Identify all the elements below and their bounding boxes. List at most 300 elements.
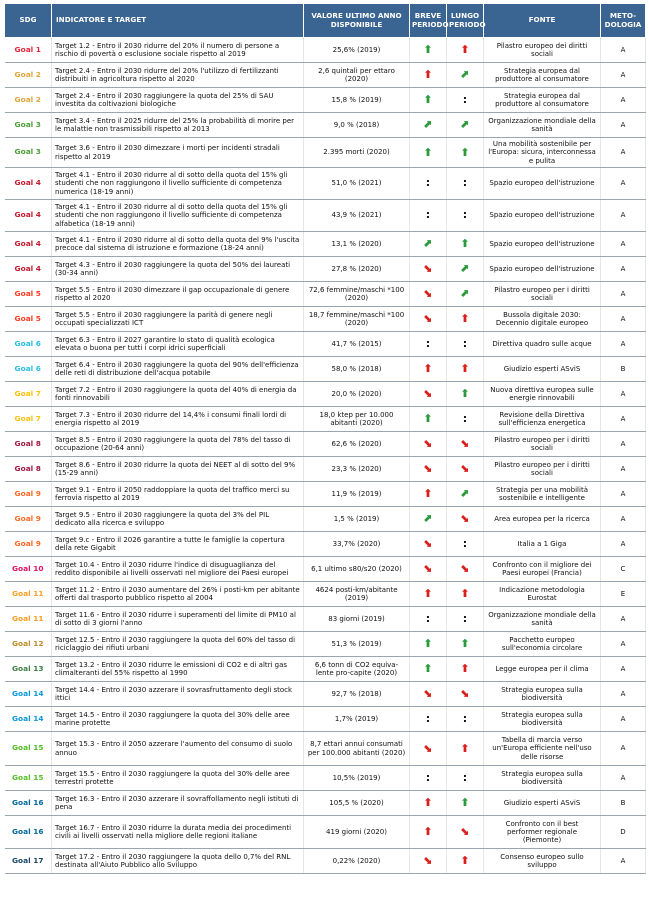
value-text: 23,3 % (2020) xyxy=(304,457,410,482)
source-text: Strategia europea sulla biodiversità xyxy=(484,707,601,732)
method-code: A xyxy=(601,657,646,682)
short-term-trend xyxy=(410,200,447,232)
arrow-up-right-icon: ⬆ xyxy=(420,117,436,133)
arrow-down-right-icon: ⬆ xyxy=(420,536,436,552)
arrow-down-right-icon: ⬆ xyxy=(457,436,473,452)
arrow-down-icon: ⬆ xyxy=(460,741,470,755)
no-change-icon: : xyxy=(425,336,431,350)
target-text: Target 6.3 - Entro il 2027 garantire lo stato di qualità ecologica elevata o buona per tutti i corpi idrici superficiali xyxy=(52,332,304,357)
long-term-trend xyxy=(447,432,484,457)
short-term-trend xyxy=(410,282,447,307)
value-text: 41,7 % (2015) xyxy=(304,332,410,357)
no-change-icon: : xyxy=(425,208,431,222)
no-change-icon: : xyxy=(462,176,468,190)
goal-label: Goal 16 xyxy=(5,816,52,849)
short-term-trend xyxy=(410,482,447,507)
long-term-trend xyxy=(447,607,484,632)
value-text: 72,6 femmine/maschi *100 (2020) xyxy=(304,282,410,307)
short-term-trend xyxy=(410,63,447,88)
method-code: C xyxy=(601,557,646,582)
short-term-trend xyxy=(410,113,447,138)
value-text: 51,3 % (2019) xyxy=(304,632,410,657)
goal-label: Goal 2 xyxy=(5,63,52,88)
col-header-method: METO-DOLOGIA xyxy=(601,4,646,38)
long-term-trend xyxy=(447,382,484,407)
arrow-down-icon: ⬆ xyxy=(423,68,433,82)
method-code: A xyxy=(601,507,646,532)
long-term-trend xyxy=(447,232,484,257)
col-header-value: VALORE ULTIMO ANNO DISPONIBILE xyxy=(304,4,410,38)
goal-label: Goal 6 xyxy=(5,332,52,357)
method-code: A xyxy=(601,88,646,113)
long-term-trend xyxy=(447,791,484,816)
value-text: 11,9 % (2019) xyxy=(304,482,410,507)
method-code: A xyxy=(601,632,646,657)
arrow-down-right-icon: ⬆ xyxy=(457,561,473,577)
arrow-up-icon: ⬆ xyxy=(423,145,433,159)
method-code: A xyxy=(601,257,646,282)
value-text: 419 giorni (2020) xyxy=(304,816,410,849)
method-code: A xyxy=(601,113,646,138)
goal-label: Goal 4 xyxy=(5,200,52,232)
value-text: 51,0 % (2021) xyxy=(304,168,410,200)
value-text: 20,0 % (2020) xyxy=(304,382,410,407)
arrow-down-icon: ⬆ xyxy=(423,487,433,501)
arrow-down-icon: ⬆ xyxy=(460,312,470,326)
source-text: Strategia europea sulla biodiversità xyxy=(484,766,601,791)
short-term-trend xyxy=(410,357,447,382)
short-term-trend xyxy=(410,816,447,849)
no-change-icon: : xyxy=(425,176,431,190)
goal-label: Goal 3 xyxy=(5,138,52,168)
target-text: Target 8.6 - Entro il 2030 ridurre la quota dei NEET al di sotto del 9% (15-29 anni) xyxy=(52,457,304,482)
long-term-trend xyxy=(447,63,484,88)
value-text: 15,8 % (2019) xyxy=(304,88,410,113)
goal-label: Goal 12 xyxy=(5,632,52,657)
goal-label: Goal 9 xyxy=(5,482,52,507)
long-term-trend xyxy=(447,507,484,532)
short-term-trend xyxy=(410,632,447,657)
long-term-trend xyxy=(447,38,484,63)
table-row xyxy=(5,88,646,113)
target-text: Target 4.1 - Entro il 2030 ridurre al di sotto della quota del 15% gli studenti che non raggiungono il livello sufficiente di competenza alfabetica (18-19 anni) xyxy=(52,200,304,232)
value-text: 33,7% (2020) xyxy=(304,532,410,557)
arrow-down-icon: ⬆ xyxy=(460,662,470,676)
long-term-trend xyxy=(447,168,484,200)
target-text: Target 1.2 - Entro il 2030 ridurre del 20% il numero di persone a rischio di povertà o esclusione sociale rispetto al 2019 xyxy=(52,38,304,63)
arrow-up-icon: ⬆ xyxy=(460,387,470,401)
arrow-down-icon: ⬆ xyxy=(423,587,433,601)
source-text: Organizzazione mondiale della sanità xyxy=(484,607,601,632)
target-text: Target 11.2 - Entro il 2030 aumentare del 26% i posti-km per abitante offerti dal trasporto pubblico rispetto al 2004 xyxy=(52,582,304,607)
value-text: 83 giorni (2019) xyxy=(304,607,410,632)
long-term-trend xyxy=(447,682,484,707)
table-row xyxy=(5,732,646,766)
table-row xyxy=(5,507,646,532)
arrow-down-icon: ⬆ xyxy=(460,43,470,57)
value-text: 18,0 ktep per 10.000 abitanti (2020) xyxy=(304,407,410,432)
short-term-trend xyxy=(410,766,447,791)
method-code: A xyxy=(601,482,646,507)
arrow-down-icon: ⬆ xyxy=(460,854,470,868)
goal-label: Goal 14 xyxy=(5,682,52,707)
table-row xyxy=(5,407,646,432)
arrow-down-right-icon: ⬆ xyxy=(420,740,436,757)
long-term-trend xyxy=(447,657,484,682)
short-term-trend xyxy=(410,382,447,407)
arrow-down-icon: ⬆ xyxy=(460,587,470,601)
source-text: Legge europea per il clima xyxy=(484,657,601,682)
goal-label: Goal 9 xyxy=(5,532,52,557)
long-term-trend xyxy=(447,257,484,282)
short-term-trend xyxy=(410,138,447,168)
value-text: 13,1 % (2020) xyxy=(304,232,410,257)
goal-label: Goal 16 xyxy=(5,791,52,816)
source-text: Giudizio esperti ASviS xyxy=(484,357,601,382)
source-text: Strategia europea dal produttore al consumatore xyxy=(484,88,601,113)
method-code: A xyxy=(601,457,646,482)
method-code: A xyxy=(601,168,646,200)
target-text: Target 3.6 - Entro il 2030 dimezzare i morti per incidenti stradali rispetto al 2019 xyxy=(52,138,304,168)
arrow-down-icon: ⬆ xyxy=(423,362,433,376)
long-term-trend xyxy=(447,557,484,582)
table-body xyxy=(5,38,646,874)
arrow-down-right-icon: ⬆ xyxy=(420,686,436,702)
long-term-trend xyxy=(447,357,484,382)
goal-label: Goal 2 xyxy=(5,88,52,113)
value-text: 0,22% (2020) xyxy=(304,849,410,874)
short-term-trend xyxy=(410,707,447,732)
method-code: A xyxy=(601,682,646,707)
value-text: 1,5 % (2019) xyxy=(304,507,410,532)
source-text: Pilastro europeo per i diritti sociali xyxy=(484,432,601,457)
source-text: Pilastro europeo dei diritti sociali xyxy=(484,38,601,63)
short-term-trend xyxy=(410,432,447,457)
source-text: Spazio europeo dell'istruzione xyxy=(484,200,601,232)
target-text: Target 3.4 - Entro il 2025 ridurre del 25% la probabilità di morire per le malattie non trasmissibili rispetto al 2013 xyxy=(52,113,304,138)
short-term-trend xyxy=(410,732,447,766)
long-term-trend xyxy=(447,200,484,232)
arrow-up-icon: ⬆ xyxy=(423,93,433,107)
method-code: A xyxy=(601,63,646,88)
table-row xyxy=(5,63,646,88)
arrow-down-right-icon: ⬆ xyxy=(420,286,436,302)
table-row xyxy=(5,632,646,657)
arrow-up-right-icon: ⬆ xyxy=(457,67,473,83)
method-code: A xyxy=(601,407,646,432)
method-code: E xyxy=(601,582,646,607)
target-text: Target 15.5 - Entro il 2030 raggiungere la quota del 30% delle aree terrestri protette xyxy=(52,766,304,791)
source-text: Confronto con il best performer regionale (Piemonte) xyxy=(484,816,601,849)
arrow-down-right-icon: ⬆ xyxy=(420,853,436,869)
table-row xyxy=(5,113,646,138)
arrow-down-icon: ⬆ xyxy=(423,796,433,810)
arrow-up-icon: ⬆ xyxy=(423,43,433,57)
target-text: Target 16.7 - Entro il 2030 ridurre la durata media dei procedimenti civili ai livelli osservati nella migliore delle regioni italiane xyxy=(52,816,304,849)
value-text: 6,1 ultimo s80/s20 (2020) xyxy=(304,557,410,582)
short-term-trend xyxy=(410,582,447,607)
source-text: Tabella di marcia verso un'Europa efficiente nell'uso delle risorse xyxy=(484,732,601,766)
table-row xyxy=(5,816,646,849)
target-text: Target 9.1 - Entro il 2050 raddoppiare la quota del traffico merci su ferrovia rispetto al 2019 xyxy=(52,482,304,507)
target-text: Target 6.4 - Entro il 2030 raggiungere la quota del 90% dell'efficienza delle reti di distribuzione dell'acqua potabile xyxy=(52,357,304,382)
arrow-up-icon: ⬆ xyxy=(423,637,433,651)
no-change-icon: : xyxy=(462,611,468,625)
source-text: Pilastro europeo per i diritti sociali xyxy=(484,282,601,307)
arrow-down-right-icon: ⬆ xyxy=(420,461,436,477)
arrow-up-icon: ⬆ xyxy=(423,662,433,676)
arrow-down-icon: ⬆ xyxy=(423,825,433,839)
no-change-icon: : xyxy=(425,711,431,725)
long-term-trend xyxy=(447,766,484,791)
short-term-trend xyxy=(410,657,447,682)
table-row xyxy=(5,332,646,357)
goal-label: Goal 10 xyxy=(5,557,52,582)
no-change-icon: : xyxy=(462,411,468,425)
no-change-icon: : xyxy=(462,536,468,550)
goal-label: Goal 6 xyxy=(5,357,52,382)
method-code: A xyxy=(601,849,646,874)
no-change-icon: : xyxy=(425,611,431,625)
source-text: Italia a 1 Giga xyxy=(484,532,601,557)
short-term-trend xyxy=(410,507,447,532)
arrow-up-icon: ⬆ xyxy=(460,796,470,810)
table-row xyxy=(5,200,646,232)
target-text: Target 5.5 - Entro il 2030 dimezzare il gap occupazionale di genere rispetto al 2020 xyxy=(52,282,304,307)
value-text: 58,0 % (2018) xyxy=(304,357,410,382)
source-text: Bussola digitale 2030: Decennio digitale europeo xyxy=(484,307,601,332)
col-header-short: BREVE PERIODO xyxy=(410,4,447,38)
col-header-sdg: SDG xyxy=(5,4,52,38)
no-change-icon: : xyxy=(425,770,431,784)
method-code: A xyxy=(601,307,646,332)
table-row xyxy=(5,257,646,282)
arrow-up-right-icon: ⬆ xyxy=(420,236,436,252)
source-text: Spazio europeo dell'istruzione xyxy=(484,257,601,282)
method-code: A xyxy=(601,138,646,168)
short-term-trend xyxy=(410,607,447,632)
target-text: Target 10.4 - Entro il 2030 ridurre l'indice di disuguaglianza del reddito disponibile ai livelli osservati nel migliore dei Paesi europei xyxy=(52,557,304,582)
method-code: A xyxy=(601,707,646,732)
source-text: Revisione della Direttiva sull'efficienza energetica xyxy=(484,407,601,432)
table-row xyxy=(5,607,646,632)
goal-label: Goal 1 xyxy=(5,38,52,63)
value-text: 25,6% (2019) xyxy=(304,38,410,63)
target-text: Target 12.5 - Entro il 2030 raggiungere la quota del 60% del tasso di riciclaggio dei rifiuti urbani xyxy=(52,632,304,657)
table-row xyxy=(5,657,646,682)
table-row xyxy=(5,791,646,816)
long-term-trend xyxy=(447,113,484,138)
method-code: A xyxy=(601,332,646,357)
goal-label: Goal 8 xyxy=(5,432,52,457)
method-code: A xyxy=(601,607,646,632)
arrow-up-right-icon: ⬆ xyxy=(457,486,473,502)
method-code: B xyxy=(601,357,646,382)
short-term-trend xyxy=(410,332,447,357)
source-text: Pacchetto europeo sull'economia circolare xyxy=(484,632,601,657)
long-term-trend xyxy=(447,732,484,766)
method-code: A xyxy=(601,432,646,457)
method-code: A xyxy=(601,382,646,407)
table-row xyxy=(5,457,646,482)
value-text: 8,7 ettari annui consumati per 100.000 abitanti (2020) xyxy=(304,732,410,766)
method-code: D xyxy=(601,816,646,849)
target-text: Target 2.4 - Entro il 2030 ridurre del 20% l'utilizzo di fertilizzanti distribuiti in agricoltura rispetto al 2020 xyxy=(52,63,304,88)
value-text: 62,6 % (2020) xyxy=(304,432,410,457)
short-term-trend xyxy=(410,457,447,482)
long-term-trend xyxy=(447,849,484,874)
long-term-trend xyxy=(447,582,484,607)
long-term-trend xyxy=(447,816,484,849)
arrow-down-right-icon: ⬆ xyxy=(420,261,436,277)
short-term-trend xyxy=(410,849,447,874)
source-text: Giudizio esperti ASviS xyxy=(484,791,601,816)
target-text: Target 9.c - Entro il 2026 garantire a tutte le famiglie la copertura della rete Gigabit xyxy=(52,532,304,557)
arrow-down-right-icon: ⬆ xyxy=(420,561,436,577)
short-term-trend xyxy=(410,38,447,63)
arrow-up-icon: ⬆ xyxy=(460,637,470,651)
col-header-indicator: INDICATORE E TARGET xyxy=(52,4,304,38)
long-term-trend xyxy=(447,532,484,557)
goal-label: Goal 5 xyxy=(5,282,52,307)
long-term-trend xyxy=(447,138,484,168)
short-term-trend xyxy=(410,532,447,557)
arrow-up-icon: ⬆ xyxy=(460,237,470,251)
no-change-icon: : xyxy=(462,92,468,106)
long-term-trend xyxy=(447,632,484,657)
target-text: Target 4.1 - Entro il 2030 ridurre al di sotto della quota del 15% gli studenti che non raggiungono il livello sufficiente di competenza numerica (18-19 anni) xyxy=(52,168,304,200)
source-text: Pilastro europeo per i diritti sociali xyxy=(484,457,601,482)
method-code: A xyxy=(601,232,646,257)
table-row xyxy=(5,849,646,874)
table-row xyxy=(5,766,646,791)
value-text: 1,7% (2019) xyxy=(304,707,410,732)
target-text: Target 4.1 - Entro il 2030 ridurre al di sotto della quota del 9% l'uscita precoce dal sistema di istruzione e formazione (18-24 anni) xyxy=(52,232,304,257)
goal-label: Goal 14 xyxy=(5,707,52,732)
no-change-icon: : xyxy=(462,208,468,222)
short-term-trend xyxy=(410,168,447,200)
short-term-trend xyxy=(410,682,447,707)
source-text: Una mobilità sostenibile per l'Europa: sicura, interconnessa e pulita xyxy=(484,138,601,168)
source-text: Nuova direttiva europea sulle energie rinnovabili xyxy=(484,382,601,407)
method-code: A xyxy=(601,282,646,307)
table-row xyxy=(5,482,646,507)
target-text: Target 7.2 - Entro il 2030 raggiungere la quota del 40% di energia da fonti rinnovabili xyxy=(52,382,304,407)
no-change-icon: : xyxy=(462,336,468,350)
value-text: 43,9 % (2021) xyxy=(304,200,410,232)
table-row xyxy=(5,307,646,332)
arrow-up-icon: ⬆ xyxy=(460,145,470,159)
short-term-trend xyxy=(410,257,447,282)
table-row xyxy=(5,138,646,168)
source-text: Direttiva quadro sulle acque xyxy=(484,332,601,357)
arrow-down-right-icon: ⬆ xyxy=(457,824,473,840)
value-text: 18,7 femmine/maschi *100 (2020) xyxy=(304,307,410,332)
goal-label: Goal 13 xyxy=(5,657,52,682)
source-text: Organizzazione mondiale della sanità xyxy=(484,113,601,138)
long-term-trend xyxy=(447,707,484,732)
short-term-trend xyxy=(410,307,447,332)
value-text: 27,8 % (2020) xyxy=(304,257,410,282)
method-code: A xyxy=(601,766,646,791)
method-code: B xyxy=(601,791,646,816)
value-text: 4624 posti-km/abitante (2019) xyxy=(304,582,410,607)
table-row xyxy=(5,168,646,200)
target-text: Target 16.3 - Entro il 2030 azzerare il sovraffollamento negli istituti di pena xyxy=(52,791,304,816)
source-text: Strategia per una mobilità sostenibile e intelligente xyxy=(484,482,601,507)
arrow-down-right-icon: ⬆ xyxy=(457,511,473,527)
target-text: Target 13.2 - Entro il 2030 ridurre le emissioni di CO2 e di altri gas climalteranti del 55% rispetto al 1990 xyxy=(52,657,304,682)
goal-label: Goal 17 xyxy=(5,849,52,874)
table-row xyxy=(5,232,646,257)
target-text: Target 7.3 - Entro il 2030 ridurre del 14,4% i consumi finali lordi di energia rispetto al 2019 xyxy=(52,407,304,432)
table-header-row xyxy=(5,4,646,38)
goal-label: Goal 4 xyxy=(5,257,52,282)
no-change-icon: : xyxy=(462,711,468,725)
value-text: 2.395 morti (2020) xyxy=(304,138,410,168)
target-text: Target 2.4 - Entro il 2030 raggiungere la quota del 25% di SAU investita da coltivazioni biologiche xyxy=(52,88,304,113)
method-code: A xyxy=(601,732,646,766)
table-row xyxy=(5,532,646,557)
target-text: Target 17.2 - Entro il 2030 raggiungere la quota dello 0,7% del RNL destinata all'Aiuto Pubblico allo Sviluppo xyxy=(52,849,304,874)
long-term-trend xyxy=(447,407,484,432)
short-term-trend xyxy=(410,407,447,432)
arrow-down-icon: ⬆ xyxy=(460,362,470,376)
goal-label: Goal 4 xyxy=(5,232,52,257)
source-text: Indicazione metodologia Eurostat xyxy=(484,582,601,607)
arrow-up-icon: ⬆ xyxy=(423,412,433,426)
arrow-up-right-icon: ⬆ xyxy=(457,261,473,277)
source-text: Confronto con il migliore dei Paesi europei (Francia) xyxy=(484,557,601,582)
long-term-trend xyxy=(447,482,484,507)
table-row xyxy=(5,38,646,63)
long-term-trend xyxy=(447,332,484,357)
arrow-up-right-icon: ⬆ xyxy=(457,117,473,133)
goal-label: Goal 9 xyxy=(5,507,52,532)
col-header-source: FONTE xyxy=(484,4,601,38)
target-text: Target 4.3 - Entro il 2030 raggiungere la quota del 50% dei laureati (30-34 anni) xyxy=(52,257,304,282)
method-code: A xyxy=(601,200,646,232)
table-row xyxy=(5,707,646,732)
table-row xyxy=(5,582,646,607)
target-text: Target 9.5 - Entro il 2030 raggiungere la quota del 3% del PIL dedicato alla ricerca e sviluppo xyxy=(52,507,304,532)
sdg-targets-table xyxy=(4,3,646,874)
target-text: Target 15.3 - Entro il 2050 azzerare l'aumento del consumo di suolo annuo xyxy=(52,732,304,766)
short-term-trend xyxy=(410,232,447,257)
source-text: Consenso europeo sullo sviluppo xyxy=(484,849,601,874)
source-text: Strategia europea sulla biodiversità xyxy=(484,682,601,707)
arrow-down-right-icon: ⬆ xyxy=(420,386,436,402)
col-header-long: LUNGO PERIODO xyxy=(447,4,484,38)
value-text: 2,6 quintali per ettaro (2020) xyxy=(304,63,410,88)
arrow-up-right-icon: ⬆ xyxy=(457,286,473,302)
table-row xyxy=(5,382,646,407)
long-term-trend xyxy=(447,307,484,332)
table-row xyxy=(5,282,646,307)
method-code: A xyxy=(601,38,646,63)
method-code: A xyxy=(601,532,646,557)
arrow-down-right-icon: ⬆ xyxy=(457,461,473,477)
short-term-trend xyxy=(410,88,447,113)
sdg-table-container xyxy=(4,3,645,874)
target-text: Target 14.4 - Entro il 2030 azzerare il sovrasfruttamento degli stock ittici xyxy=(52,682,304,707)
target-text: Target 8.5 - Entro il 2030 raggiungere la quota del 78% del tasso di occupazione (20-64 anni) xyxy=(52,432,304,457)
table-row xyxy=(5,682,646,707)
source-text: Spazio europeo dell'istruzione xyxy=(484,168,601,200)
goal-label: Goal 3 xyxy=(5,113,52,138)
arrow-down-right-icon: ⬆ xyxy=(420,436,436,452)
table-row xyxy=(5,432,646,457)
